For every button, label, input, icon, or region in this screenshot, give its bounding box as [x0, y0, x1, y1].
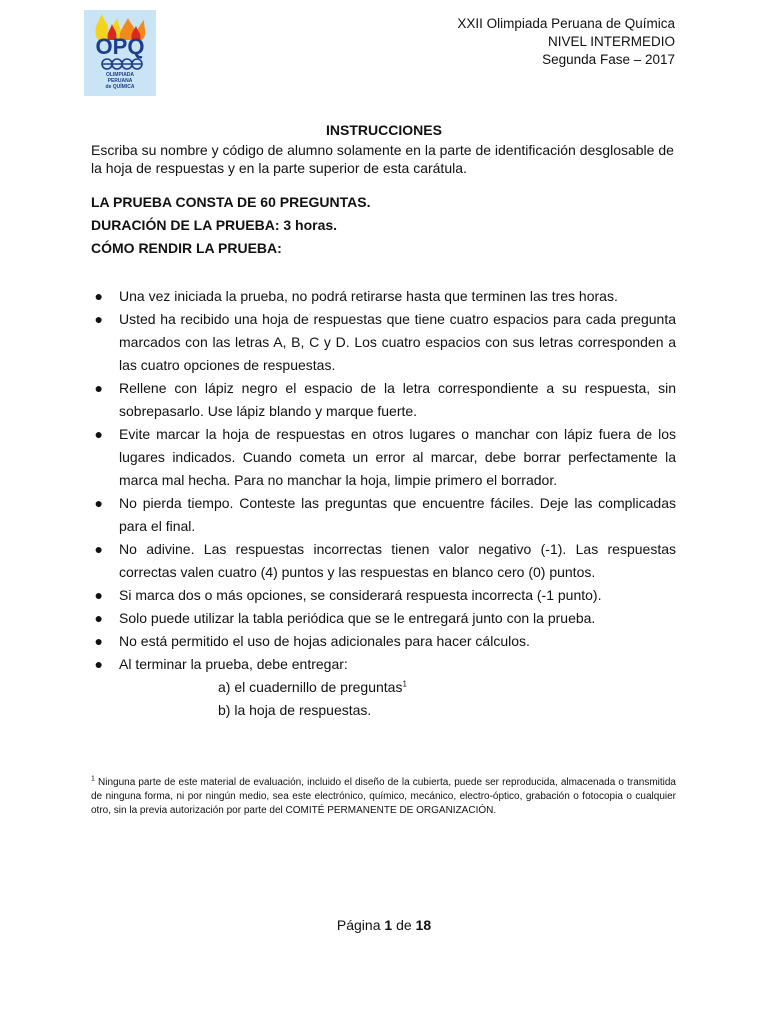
deliver-item-b: b) la hoja de respuestas. — [218, 702, 372, 718]
list-item: ● No adivine. Las respuestas incorrectas tienen valor negativo (-1). Las respuestas correctas valen cuatro (4) puntos y las respuestas en blanco cero (0) puntos. — [91, 538, 676, 584]
deliver-item-a: a) el cuadernillo de preguntas$^1$ — [218, 679, 407, 695]
questions-count: LA PRUEBA CONSTA DE 60 PREGUNTAS. — [91, 194, 371, 210]
instruction-list — [91, 285, 676, 722]
list-item: ● Rellene con lápiz negro el espacio de la letra correspondiente a su respuesta, sin sobrepasarlo. Use lápiz blando y marque fuerte. — [91, 377, 676, 423]
list-item: ● Una vez iniciada la prueba, no podrá retirarse hasta que terminen las tres horas. — [91, 285, 676, 308]
header-level: NIVEL INTERMEDIO — [547, 34, 675, 49]
intro-paragraph: Escriba su nombre y código de alumno solamente en la parte de identificación desglosable de la hoja de respuestas y en la parte superior de esta carátula. — [91, 142, 674, 176]
bullet-icon: ● — [94, 656, 103, 672]
footnote-text: Ninguna parte de este material de evaluación, incluido el diseño de la cubierta, puede ser reproducida, almacenada o transmitida de ninguna forma, ni por ningún medio, sea este electrónico, químico, mecánico, electro-óptico, grabación o fotocopia o cualquier otro, sin la previa autorización por parte del COMITÉ PERMANENTE DE ORGANIZACIÓN. — [91, 777, 676, 816]
logo-line-3: de QUÍMICA — [105, 84, 135, 90]
footnote-ref: 1 — [402, 679, 407, 689]
list-item: ● Al terminar la prueba, debe entregar: — [91, 653, 676, 676]
logo-line-2: PERUANA — [107, 78, 133, 84]
bullet-icon: ● — [94, 426, 103, 442]
test-duration: DURACIÓN DE LA PRUEBA: 3 horas. — [91, 217, 338, 233]
bullet-icon: ● — [94, 380, 103, 396]
bullet-icon: ● — [94, 541, 103, 557]
bullet-icon: ● — [94, 311, 103, 327]
footnote — [91, 776, 676, 818]
total-pages: 18 — [415, 917, 432, 933]
document-header — [457, 15, 675, 69]
list-item: ● Solo puede utilizar la tabla periódica que se le entregará junto con la prueba. — [91, 607, 676, 630]
opq-logo-icon — [84, 10, 156, 96]
logo-letters: OPQ — [95, 34, 145, 59]
bullet-icon: ● — [94, 495, 103, 511]
logo-line-1: OLIMPIADA — [105, 72, 135, 78]
header-phase: Segunda Fase – 2017 — [542, 52, 675, 67]
footnote-mark: 1 — [91, 775, 95, 783]
bullet-icon: ● — [94, 610, 103, 626]
page-title: INSTRUCCIONES — [326, 122, 442, 138]
list-item: ● Si marca dos o más opciones, se considerará respuesta incorrecta (-1 punto). — [91, 584, 676, 607]
header-olympiad: XXII Olimpiada Peruana de Química — [457, 16, 675, 31]
bullet-icon: ● — [94, 633, 103, 649]
list-item: ● Usted ha recibido una hoja de respuestas que tiene cuatro espacios para cada pregunta marcados con las letras A, B, C y D. Los cuatro espacios con sus letras corresponden a las cuatro opciones de respuestas. — [91, 308, 676, 377]
bullet-icon: ● — [94, 288, 103, 304]
bullet-icon: ● — [94, 587, 103, 603]
how-to-heading: CÓMO RENDIR LA PRUEBA: — [91, 240, 282, 256]
list-item: ● No está permitido el uso de hojas adicionales para hacer cálculos. — [91, 630, 676, 653]
page-number: Página 1 de 18 — [336, 917, 432, 933]
list-item: ● No pierda tiempo. Conteste las preguntas que encuentre fáciles. Deje las complicadas para el final. — [91, 492, 676, 538]
list-item: ● Evite marcar la hoja de respuestas en otros lugares o manchar con lápiz fuera de los lugares indicados. Cuando cometa un error al marcar, debe borrar perfectamente la marca mal hecha. Para no manchar la hoja, limpie primero el borrador. — [91, 423, 676, 492]
current-page: 1 — [384, 917, 393, 933]
